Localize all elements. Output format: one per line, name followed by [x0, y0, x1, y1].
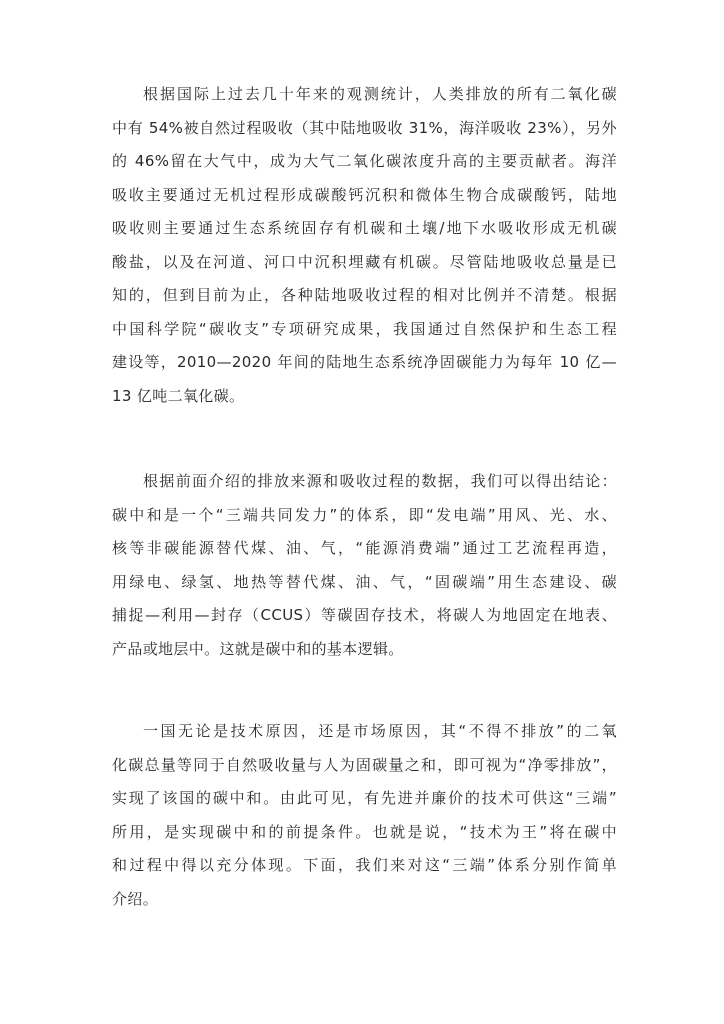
text-line: 13 亿吨二氧化碳。 [112, 386, 245, 405]
paragraph-three-ends-system [112, 465, 617, 666]
text-line: 和过程中得以充分体现。下面，我们来对这“三端”体系分别作简单 [112, 856, 617, 874]
text-line: 用绿电、绿氢、地热等替代煤、油、气，“固碳端”用生态建设、碳 [112, 572, 617, 591]
text-line: 化碳总量等同于自然吸收量与人为固碳量之和，即可视为“净零排放”， [112, 755, 617, 774]
text-line: 根据国际上过去几十年来的观测统计，人类排放的所有二氧化碳 [143, 85, 617, 103]
text-line: 中有 54%被自然过程吸收（其中陆地吸收 31%，海洋吸收 23%），另外 [112, 118, 617, 137]
text-line: 碳中和是一个“三端共同发力”的体系，即“发电端”用风、光、水、 [112, 505, 617, 524]
text-line: 产品或地层中。这就是碳中和的基本逻辑。 [112, 639, 404, 658]
text-line: 所用，是实现碳中和的前提条件。也就是说，“技术为王”将在碳中 [112, 822, 617, 841]
text-line: 核等非碳能源替代煤、油、气，“能源消费端”通过工艺流程再造， [112, 539, 617, 557]
text-line: 知的，但到目前为止，各种陆地吸收过程的相对比例并不清楚。根据 [112, 286, 617, 304]
text-line: 捕捉—利用—封存（CCUS）等碳固存技术，将碳人为地固定在地表、 [112, 606, 617, 624]
text-line: 吸收则主要通过生态系统固存有机碳和土壤/地下水吸收形成无机碳 [112, 219, 617, 237]
paragraph-technology-is-king [112, 715, 617, 916]
text-line: 建设等，2010—2020 年间的陆地生态系统净固碳能力为每年 10 亿— [112, 353, 617, 371]
text-line: 中国科学院“碳收支”专项研究成果，我国通过自然保护和生态工程 [112, 319, 617, 338]
text-line: 的 46%留在大气中，成为大气二氧化碳浓度升高的主要贡献者。海洋 [112, 152, 617, 170]
text-line: 一国无论是技术原因，还是市场原因，其“不得不排放”的二氧 [143, 722, 617, 740]
text-line: 吸收主要通过无机过程形成碳酸钙沉积和微体生物合成碳酸钙，陆地 [112, 185, 617, 204]
text-line: 根据前面介绍的排放来源和吸收过程的数据，我们可以得出结论： [143, 472, 617, 490]
text-line: 介绍。 [112, 889, 159, 908]
paragraph-carbon-absorption [112, 78, 617, 413]
text-line: 酸盐，以及在河道、河口中沉积埋藏有机碳。尽管陆地吸收总量是已 [112, 252, 617, 271]
text-line: 实现了该国的碳中和。由此可见，有先进并廉价的技术可供这“三端” [112, 789, 617, 807]
